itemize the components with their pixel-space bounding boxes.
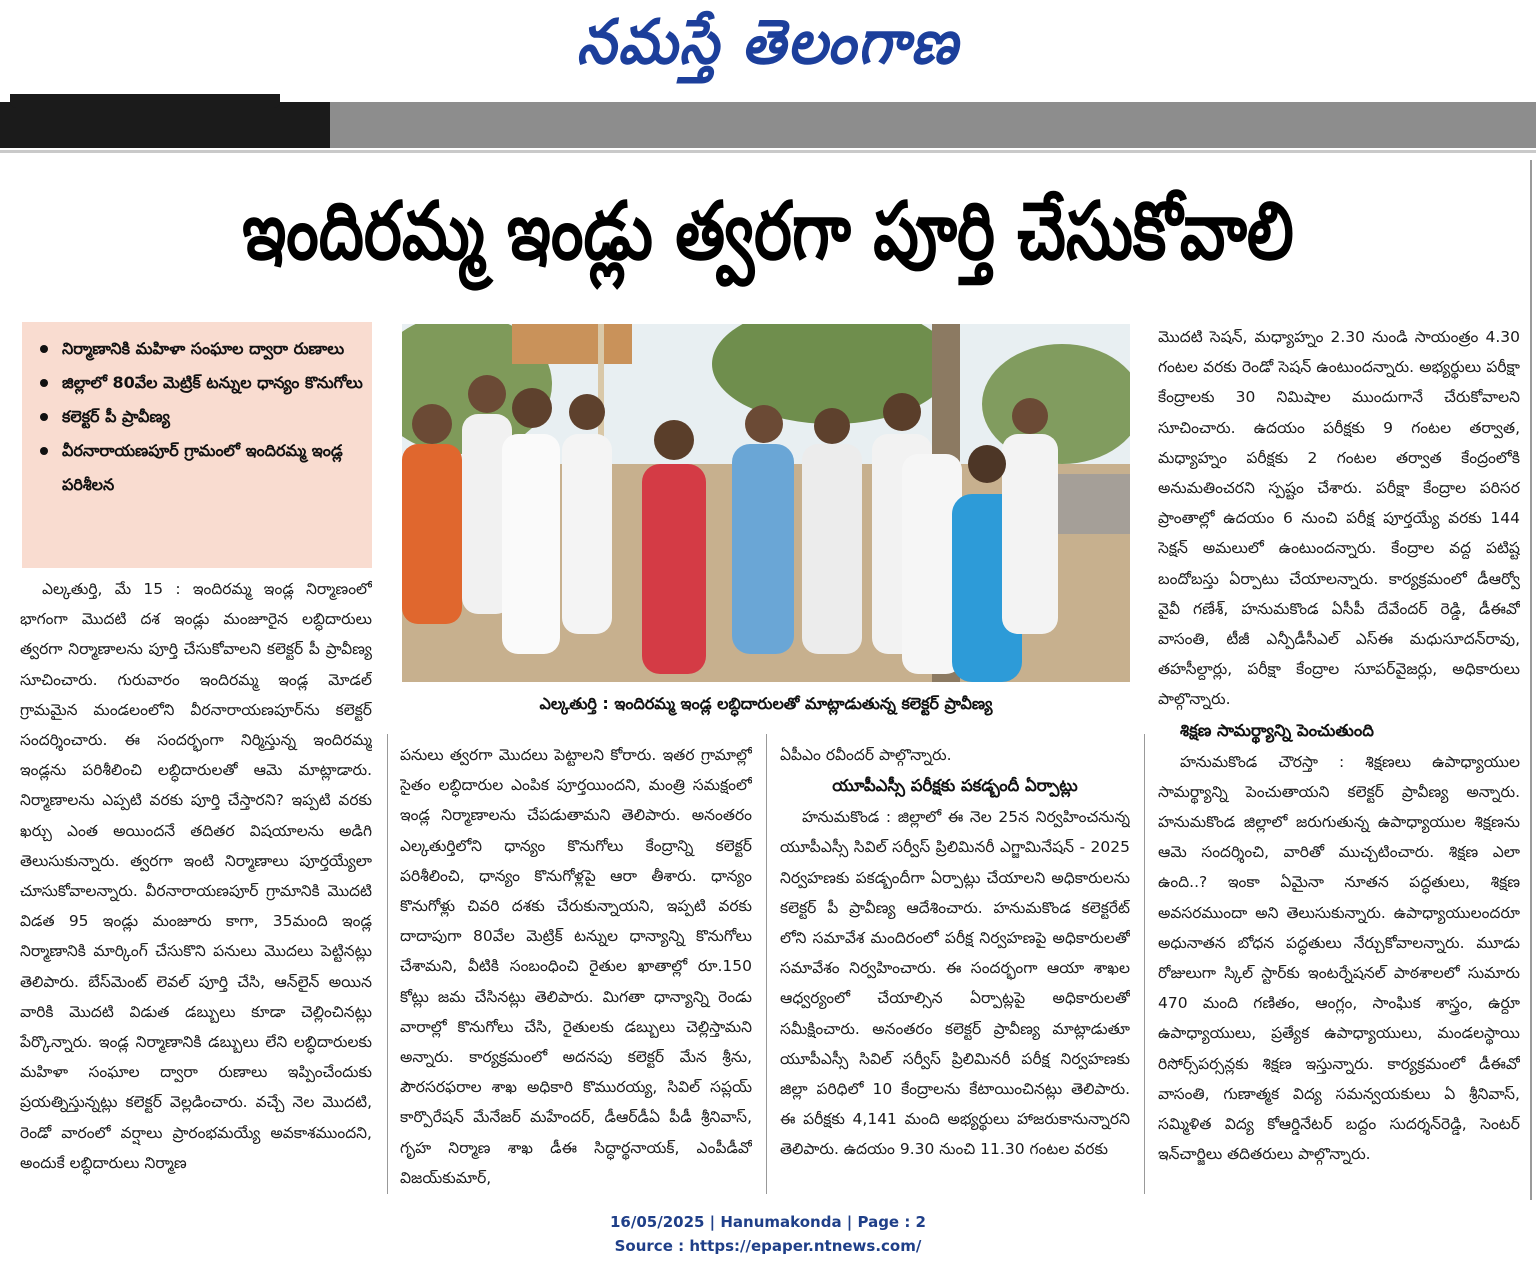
column-divider [1144, 734, 1145, 1194]
highlight-item: జిల్లాలో 80వేల మెట్రిక్ టన్నుల ధాన్యం కొనుగోలు [36, 366, 364, 400]
bullet-icon [40, 447, 48, 455]
divider-line [0, 150, 1536, 153]
highlight-item: వీరనారాయణపూర్ గ్రామంలో ఇందిరమ్మ ఇండ్ల పరిశీలన [36, 434, 364, 502]
article-column-4 [1158, 322, 1520, 1194]
masthead-title: నమస్తే తెలంగాణ [576, 5, 960, 79]
section-band-grey [330, 102, 1536, 148]
article-column-2 [400, 740, 752, 1194]
photo-illustration [402, 324, 1130, 682]
article-paragraph: హనుమకొండ చౌరస్తా : శిక్షణలు ఉపాధ్యాయుల సామర్థ్యాన్ని పెంచుతాయని కలెక్టర్ ప్రావీణ్య అన్నారు. హనుమకొండ జిల్లాలో జరుగుతున్న ఉపాధ్యాయుల శిక్షణను ఆమె సందర్శించి, వారితో ముచ్చటించారు. శిక్షణ ఎలా ఉంది..? ఇంకా ఏమైనా నూతన పద్ధతులు, శిక్షణ అవసరముందా అని తెలుసుకున్నారు. ఉపాధ్యాయులందరూ అధునాతన బోధన పద్ధతులు నేర్చుకోవాలన్నారు. మూడు రోజులుగా స్కిల్ స్టార్‌కు ఇంటర్నేషనల్ పాఠశాలలో సుమారు 470 మంది గణితం, ఆంగ్లం, సాంఘిక శాస్త్రం, ఉర్దూ ఉపాధ్యాయులు, ప్రత్యేక ఉపాధ్యాయులు, మండలస్థాయి రిసోర్స్‌పర్సన్లకు శిక్షణ ఇస్తున్నారు. కార్యక్రమంలో డీఈవో వాసంతి, గుణాత్మక విద్య సమన్వయకులు ఏ శ్రీనివాస్, సమ్మిళిత విద్య కోఆర్డినేటర్ బద్దం సుదర్శన్‌రెడ్డి, సెంటర్ ఇన్‌చార్జిలు తదితరులు పాల్గొన్నారు. [1158, 752, 1520, 1164]
article-photo [402, 324, 1130, 682]
article-headline: ఇందిరమ్మ ఇండ్లు త్వరగా పూర్తి చేసుకోవాలి [242, 185, 1294, 279]
highlight-item: నిర్మాణానికి మహిళా సంఘాల ద్వారా రుణాలు [36, 332, 364, 366]
page-footer [0, 1210, 1536, 1258]
bullet-icon [40, 413, 48, 421]
sub-headline: శిక్షణ సామర్థ్యాన్ని పెంచుతుంది [1180, 720, 1374, 740]
newspaper-masthead [0, 2, 1536, 82]
column-divider [766, 734, 767, 1194]
footer-source-link[interactable]: Source : https://epaper.ntnews.com/ [614, 1237, 922, 1255]
article-paragraph: మొదటి సెషన్, మధ్యాహ్నం 2.30 నుండి సాయంత్రం 4.30 గంటల వరకు రెండో సెషన్ ఉంటుందన్నారు. అభ్యర్థులు పరీక్షా కేంద్రాలకు 30 నిమిషాల ముందుగానే చేరుకోవాలని సూచించారు. ఉదయం పరీక్షకు 9 గంటల తర్వాత, మధ్యాహ్నం పరీక్షకు 2 గంటల తర్వాత కేంద్రంలోకి అనుమతించరని స్పష్టం చేశారు. పరీక్షా కేంద్రాల పరిసర ప్రాంతాల్లో ఉదయం 6 నుంచి పరీక్ష పూర్తయ్యే వరకు 144 సెక్షన్ అమలులో ఉంటుందన్నారు. కేంద్రాల వద్ద పటిష్ట బందోబస్తు ఏర్పాటు చేయాలన్నారు. కార్యక్రమంలో డీఆర్వో వైవీ గణేశ్, హనుమకొండ ఏసీపీ దేవేందర్ రెడ్డి, డీఈవో వాసంతి, టీజీ ఎన్పీడీసీఎల్ ఎస్ఈ మధుసూదన్‌రావు, తహసీల్దార్లు, పరీక్షా కేంద్రాల సూపర్‌వైజర్లు, అధికారులు పాల్గొన్నారు. [1158, 328, 1520, 709]
highlights-list [22, 322, 372, 502]
article-paragraph: పనులు త్వరగా మొదలు పెట్టాలని కోరారు. ఇతర గ్రామాల్లో సైతం లబ్ధిదారుల ఎంపిక పూర్తయిందని, మంత్రి సమక్షంలో ఇండ్ల నిర్మాణాలను చేపడుతామని తెలిపారు. అనంతరం ఎల్కతుర్తిలోని ధాన్యం కొనుగోలు కేంద్రాన్ని కలెక్టర్ పరిశీలించి, ధాన్యం కొనుగోళ్లపై ఆరా తీశారు. ధాన్యం కొనుగోళ్లు చివరి దశకు చేరుకున్నాయని, ఇప్పటి వరకు దాదాపుగా 80వేల మెట్రిక్ టన్నుల ధాన్యాన్ని కొనుగోలు చేశామని, వీటికి సంబంధించి రైతుల ఖాతాల్లో రూ.150 కోట్లు జమ చేసినట్లు తెలిపారు. మిగతా ధాన్యాన్ని రెండు వారాల్లో కొనుగోలు చేసి, రైతులకు డబ్బులు చెల్లిస్తామని అన్నారు. కార్యక్రమంలో అదనపు కలెక్టర్ మేన శ్రీను, పౌరసరఫరాల శాఖ అధికారి కొమురయ్య, సివిల్ సప్లయ్ కార్పొరేషన్ మేనేజర్ మహేందర్, డీఆర్‌డీఏ పీడీ శ్రీనివాస్, గృహ నిర్మాణ శాఖ డీఈ సిద్ధార్థనాయక్, ఎంపీడీవో విజయ్‌కుమార్, [400, 746, 752, 1187]
page-edge-rule [1530, 160, 1532, 1200]
article-paragraph: ఎల్కతుర్తి, మే 15 : ఇందిరమ్మ ఇండ్ల నిర్మాణంలో భాగంగా మొదటి దశ ఇండ్లు మంజూరైన లబ్ధిదారులు త్వరగా నిర్మాణాలను పూర్తి చేసుకోవాలని కలెక్టర్ పీ ప్రావీణ్య సూచించారు. గురువారం ఇందిరమ్మ ఇండ్ల మోడల్ గ్రామమైన మండలంలోని వీరనారాయణపూర్‌ను కలెక్టర్ సందర్శించారు. ఈ సందర్భంగా నిర్మిస్తున్న ఇందిరమ్మ ఇండ్లను పరిశీలించి లబ్ధిదారులతో ఆమె మాట్లాడారు. నిర్మాణాలను ఎప్పటి వరకు పూర్తి చేస్తారని? ఇప్పటి వరకు ఖర్చు ఎంత అయిందనే తదితర విషయాలను అడిగి తెలుసుకున్నారు. త్వరగా ఇంటి నిర్మాణాలు పూర్తయ్యేలా చూసుకోవాలన్నారు. వీరనారాయణపూర్ గ్రామానికి మొదటి విడత 95 ఇండ్లు మంజూరు కాగా, 35మంది ఇండ్ల నిర్మాణానికి మార్కింగ్ చేసుకొని పనులు మొదలు పెట్టినట్లు తెలిపారు. బేస్‌మెంట్ లెవల్ పూర్తి చేసి, ఆన్‌లైన్ అయిన వారికి మొదటి విడుత డబ్బులు కూడా చెల్లించినట్లు పేర్కొన్నారు. ఇండ్ల నిర్మాణానికి డబ్బులు లేని లబ్ధిదారులకు మహిళా సంఘాల ద్వారా రుణాలు ఇప్పించేందుకు ప్రయత్నిస్తున్నట్లు కలెక్టర్ వెల్లడించారు. వచ్చే నెల మొదటి, రెండో వారంలో వర్షాలు ప్రారంభమయ్యే అవకాశముందని, అందుకే లబ్ధిదారులు నిర్మాణ [20, 580, 372, 1172]
sub-headline: యూపీఎస్సీ పరీక్షకు పకడ్బందీ ఏర్పాట్లు [832, 776, 1078, 796]
bullet-icon [40, 379, 48, 387]
highlight-item: కలెక్టర్ పీ ప్రావీణ్య [36, 400, 364, 434]
article-paragraph: ఏపీఎం రవీందర్ పాల్గొన్నారు. [780, 746, 952, 764]
article-column-3 [780, 740, 1130, 1194]
photo-caption: ఎల్కతుర్తి : ఇందిరమ్మ ఇండ్ల లబ్ధిదారులతో మాట్లాడుతున్న కలెక్టర్ ప్రావీణ్య [539, 694, 993, 713]
section-band-dark [0, 102, 330, 148]
footer-date-edition: 16/05/2025 | Hanumakonda | Page : 2 [609, 1213, 926, 1231]
article-column-1 [20, 574, 372, 1194]
highlights-box [22, 322, 372, 568]
column-divider [387, 734, 388, 1194]
bullet-icon [40, 345, 48, 353]
article-paragraph: హనుమకొండ : జిల్లాలో ఈ నెల 25న నిర్వహించనున్న యూపీఎస్సీ సివిల్ సర్వీస్ ప్రిలిమినరీ ఎగ్జామినేషన్ - 2025 నిర్వహణకు పకడ్బందీగా ఏర్పాట్లు చేయాలని అధికారులను కలెక్టర్ పీ ప్రావీణ్య ఆదేశించారు. హనుమకొండ కలెక్టరేట్ లోని సమావేశ మందిరంలో పరీక్ష నిర్వహణపై అధికారులతో సమావేశం నిర్వహించారు. ఈ సందర్భంగా ఆయా శాఖల ఆధ్వర్యంలో చేయాల్సిన ఏర్పాట్లపై అధికారులతో సమీక్షించారు. అనంతరం కలెక్టర్ ప్రావీణ్య మాట్లాడుతూ యూపీఎస్సీ సివిల్ సర్వీస్ ప్రిలిమినరీ పరీక్ష నిర్వహణకు జిల్లా పరిధిలో 10 కేంద్రాలను కేటాయించినట్లు తెలిపారు. ఈ పరీక్షకు 4,141 మంది అభ్యర్థులు హాజరుకానున్నారని తెలిపారు. ఉదయం 9.30 నుంచి 11.30 గంటల వరకు [780, 808, 1130, 1159]
